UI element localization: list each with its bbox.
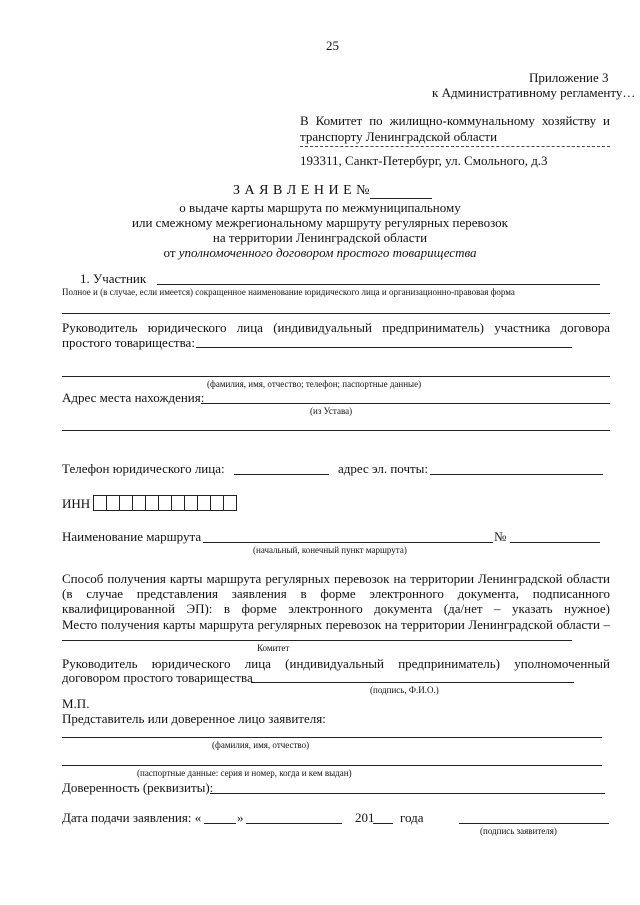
authorized-line-2: договором простого товарищества	[62, 670, 253, 685]
head-field-2[interactable]	[62, 376, 610, 377]
inn-label: ИНН	[62, 496, 91, 511]
inn-box[interactable]	[132, 495, 146, 511]
representative-hint-2: (паспортные данные: серия и номер, когда и кем выдан)	[137, 768, 352, 778]
participant-field-2[interactable]	[62, 313, 610, 314]
title-sub-4-prefix: от	[163, 245, 176, 260]
signature-field[interactable]	[459, 823, 609, 824]
date-label	[62, 810, 201, 826]
date-day-field[interactable]	[204, 823, 236, 824]
participant-label: 1. Участник	[80, 271, 147, 286]
title-sub-2: или смежному межрегиональному маршруту регулярных перевозок	[132, 215, 508, 230]
annex-line-1: Приложение 3	[529, 70, 609, 85]
date-year-prefix: 201	[355, 810, 375, 825]
addressee-separator	[300, 146, 610, 147]
representative-field[interactable]	[62, 737, 602, 738]
address-hint: (из Устава)	[310, 406, 353, 416]
representative-label: Представитель или доверенное лицо заявителя:	[62, 711, 326, 726]
authorized-line-1: Руководитель юридического лица (индивидуальный предприниматель) уполномоченный	[62, 656, 610, 671]
participant-field[interactable]	[157, 284, 600, 285]
inn-box[interactable]	[184, 495, 198, 511]
inn-box[interactable]	[93, 495, 107, 511]
addressee-address: 193311, Санкт-Петербург, ул. Смольного, д.3	[300, 153, 548, 168]
authorized-field[interactable]	[251, 682, 574, 683]
title-sub-4-italic: уполномоченного договором простого товарищества	[178, 245, 477, 260]
inn-box[interactable]	[197, 495, 211, 511]
stamp-label: М.П.	[62, 696, 90, 711]
route-label: Наименование маршрута	[62, 529, 202, 544]
title-sub-1: о выдаче карты маршрута по межмуниципальному	[179, 200, 461, 215]
email-field[interactable]	[430, 474, 603, 475]
inn-box[interactable]	[171, 495, 185, 511]
inn-box[interactable]	[119, 495, 133, 511]
method-text: Способ получения карты маршрута регулярных перевозок на территории Ленинградской области (в случае представления заявления в форме электронного документа, подписанного квалифицированной ЭП): в форме электронного документа (да/нет – указать нужное)	[62, 571, 610, 616]
phone-label: Телефон юридического лица:	[62, 461, 225, 476]
document-title-text: З А Я В Л Е Н И Е №	[233, 183, 370, 198]
route-field[interactable]	[203, 542, 493, 543]
power-label: Доверенность (реквизиты):	[62, 780, 214, 795]
authorized-hint: (подпись, Ф.И.О.)	[370, 685, 439, 695]
email-label: адрес эл. почты:	[338, 461, 429, 476]
date-close-quote: »	[237, 810, 244, 825]
power-field[interactable]	[210, 793, 605, 794]
representative-passport-field[interactable]	[62, 765, 602, 766]
inn-box[interactable]	[158, 495, 172, 511]
route-hint: (начальный, конечный пункт маршрута)	[253, 545, 407, 555]
document-title	[233, 183, 432, 199]
addressee-line-2: транспорту Ленинградской области	[300, 129, 498, 144]
date-year-field[interactable]	[373, 823, 393, 824]
inn-box[interactable]	[106, 495, 120, 511]
participant-hint: Полное и (в случае, если имеется) сокращенное наименование юридического лица и организационно-правовая форма	[62, 287, 515, 297]
title-sub-4	[0, 245, 640, 261]
head-line-1: Руководитель юридического лица (индивидуальный предприниматель) участника договора	[62, 320, 610, 335]
date-month-field[interactable]	[246, 823, 342, 824]
address-label: Адрес места нахождения:	[62, 390, 205, 405]
document-number-field[interactable]	[370, 197, 432, 199]
inn-box[interactable]	[145, 495, 159, 511]
representative-hint-1: (фамилия, имя, отчество)	[212, 740, 310, 750]
route-number-field[interactable]	[510, 542, 600, 543]
page-number: 25	[326, 38, 339, 53]
date-prefix: Дата подачи заявления: «	[62, 810, 202, 825]
inn-box[interactable]	[223, 495, 237, 511]
annex-line-2: к Административному регламенту…	[432, 85, 636, 100]
route-number-label: №	[494, 529, 507, 544]
head-field[interactable]	[196, 347, 572, 348]
address-field-2[interactable]	[62, 430, 610, 431]
place-label: Место получения карты маршрута регулярных перевозок на территории Ленинградской области –	[62, 617, 610, 632]
phone-field[interactable]	[234, 474, 329, 475]
inn-boxes[interactable]	[94, 494, 237, 512]
signature-hint: (подпись заявителя)	[480, 826, 557, 836]
address-field[interactable]	[201, 403, 610, 404]
head-hint: (фамилия, имя, отчество; телефон; паспортные данные)	[207, 379, 422, 389]
place-field[interactable]	[62, 640, 572, 641]
head-line-2: простого товарищества:	[62, 335, 195, 350]
title-sub-3: на территории Ленинградской области	[212, 230, 428, 245]
place-hint: Комитет	[257, 643, 290, 653]
addressee-line-1: В Комитет по жилищно-коммунальному хозяйству и	[300, 113, 610, 128]
date-year-suffix: года	[400, 810, 424, 825]
inn-box[interactable]	[210, 495, 224, 511]
